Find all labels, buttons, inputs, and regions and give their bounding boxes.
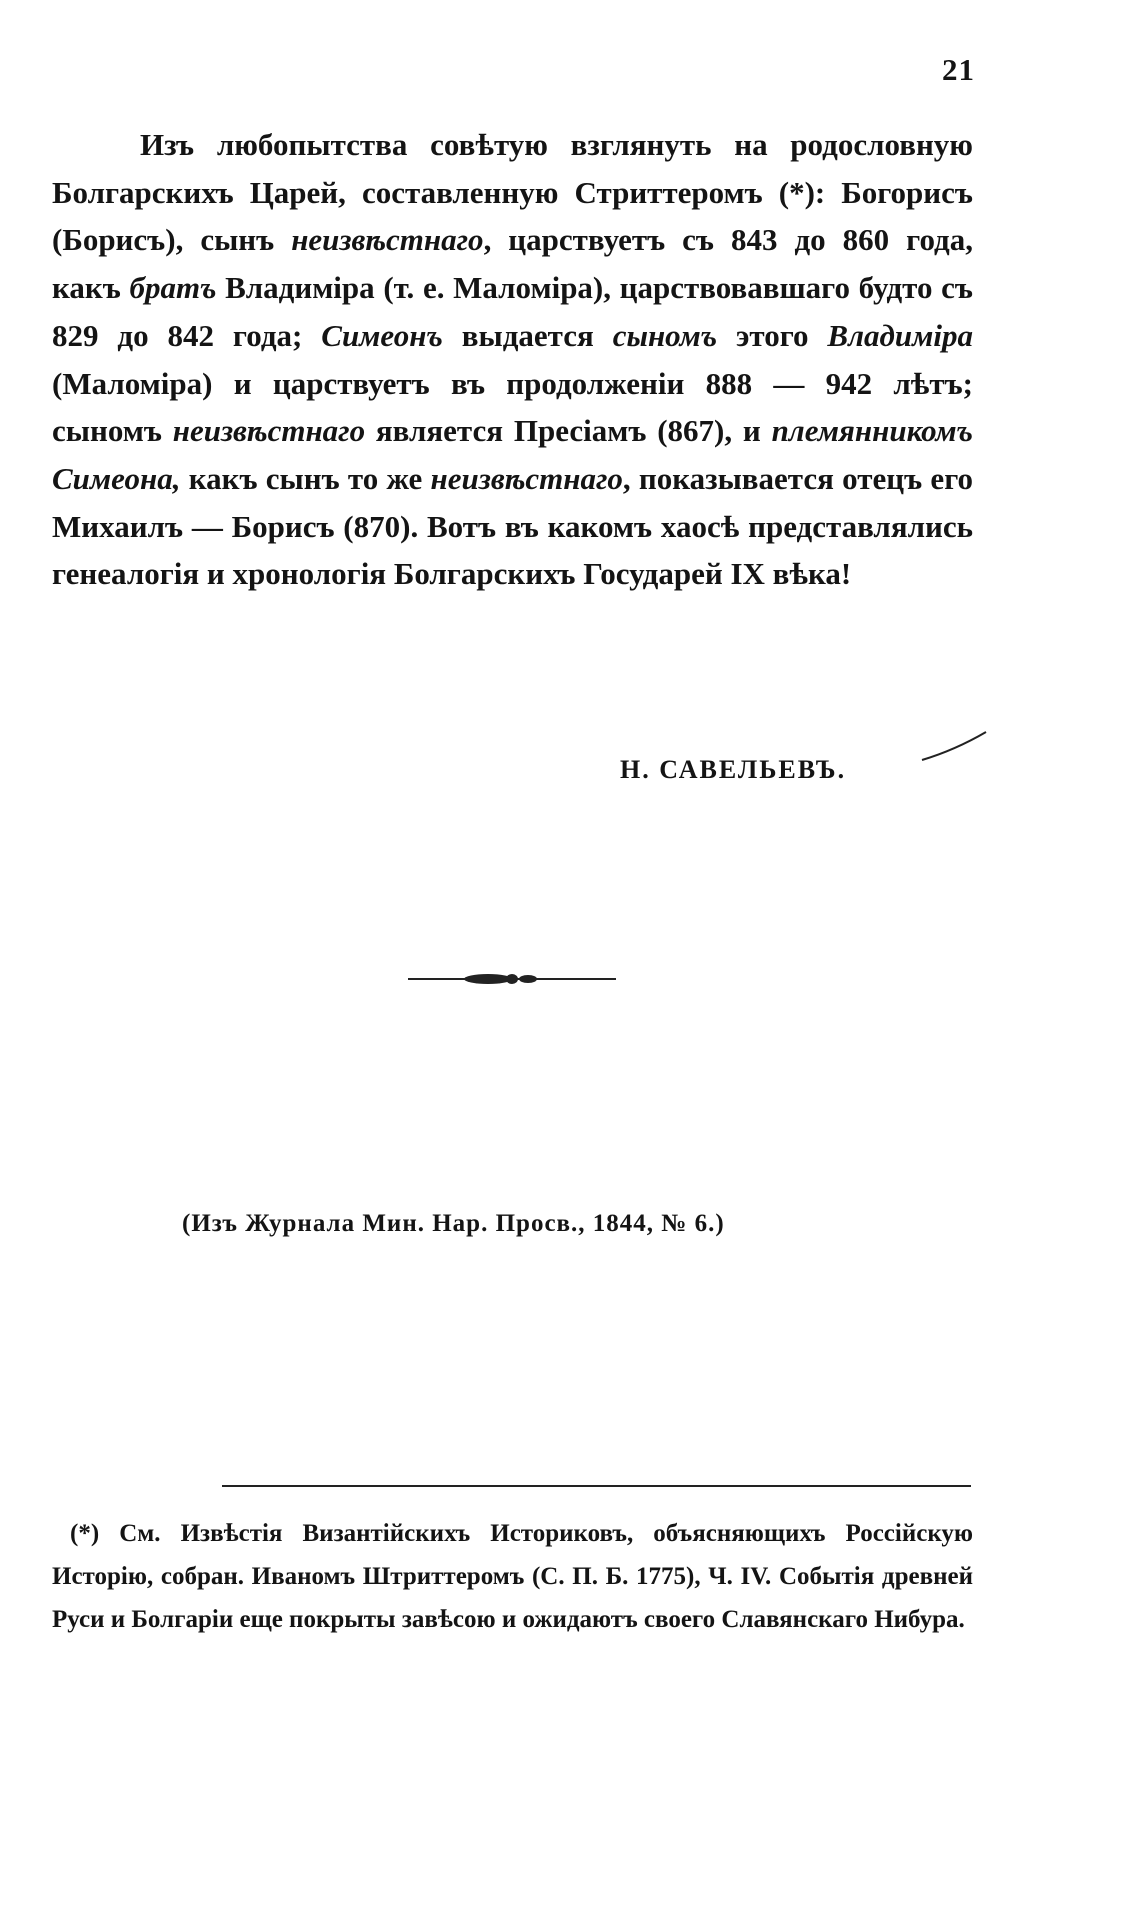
footnote-text: (*) См. Извѣстія Византійскихъ Историковъ, объясняющихъ Россійскую Исторію, собран. Иваномъ Штриттеромъ (С. П. Б. 1775), Ч. IV. Событія древней Руси и Болгаріи еще покрыты завѣсою и ожидаютъ своего Славянскаго Нибура. bbox=[52, 1520, 973, 1633]
body-text-italic: Симеонъ bbox=[321, 317, 443, 353]
body-text-italic: братъ bbox=[129, 270, 217, 306]
body-text-segment: Изъ любопытства совѣтую взглянуть на родословную Болгарскихъ Царей, составленную Стриттеромъ (*): Богорисъ (Борисъ), сынъ bbox=[52, 127, 973, 258]
author-signature: Н. САВЕЛЬЕВЪ. bbox=[620, 755, 847, 784]
footnote-rule bbox=[222, 1485, 971, 1487]
body-text-italic: племянникомъ Симеона, bbox=[52, 413, 973, 496]
body-text-italic: неизвѣстнаго bbox=[291, 222, 484, 258]
body-text-segment: Владиміра (т. е. Маломіра), царствовавшаго будто съ 829 до 842 года; bbox=[52, 270, 973, 353]
body-text-italic: сыномъ bbox=[612, 317, 718, 353]
body-text-italic: неизвѣстнаго bbox=[172, 413, 366, 449]
body-text-segment: , показывается отецъ его Михаилъ — Борисъ (870). Вотъ въ какомъ хаосѣ представлялись генеалогія и хронологія Болгарскихъ Государей IX вѣка! bbox=[52, 460, 973, 592]
body-text-segment: является Пресіамъ (867), и bbox=[365, 413, 772, 449]
body-text-italic: Владиміра bbox=[827, 317, 973, 353]
source-citation: (Изъ Журнала Мин. Нар. Просв., 1844, № 6.) bbox=[182, 1210, 725, 1237]
page-number: 21 bbox=[942, 52, 975, 87]
body-text-segment: этого bbox=[717, 317, 828, 353]
body-paragraph bbox=[52, 121, 973, 598]
body-text-segment: , царствуетъ съ 843 до 860 года, какъ bbox=[52, 222, 973, 306]
body-text-segment: выдается bbox=[442, 317, 613, 353]
body-text-segment: (Маломіра) и царствуетъ въ продолженіи 888 — 942 лѣтъ; сыномъ bbox=[52, 365, 973, 449]
body-text-segment: какъ сынъ то же bbox=[180, 460, 431, 496]
body-text-italic: неизвѣстнаго bbox=[430, 460, 623, 496]
signature-flourish bbox=[920, 728, 990, 764]
section-ornament bbox=[408, 970, 616, 988]
